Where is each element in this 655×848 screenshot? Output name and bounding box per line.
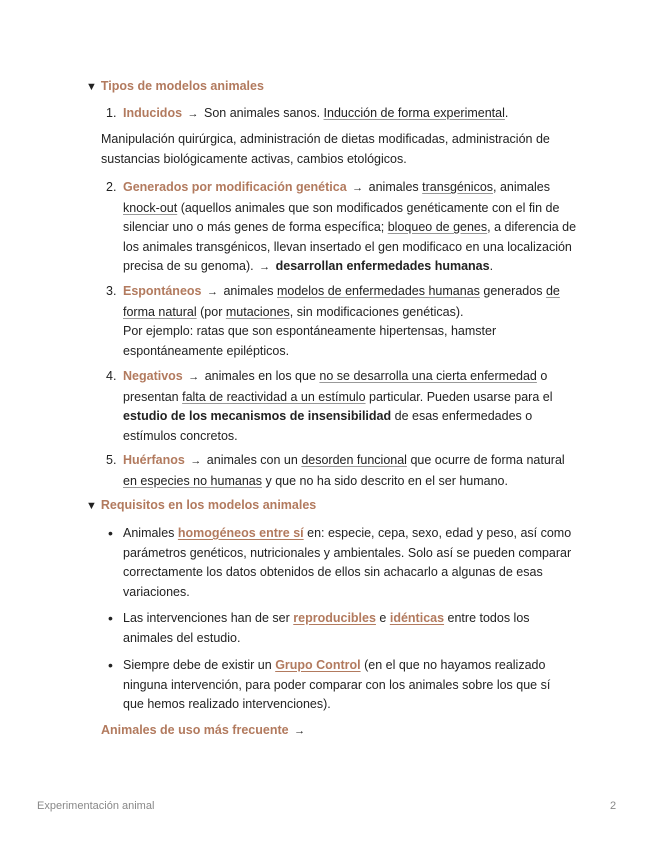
text: Por ejemplo: ratas que son espontáneamente hipertensas, hamster espontáneamente epilépticos. xyxy=(123,324,497,358)
inducidos-note: Manipulación quirúrgica, administración de dietas modificadas, administración de sustancias biológicamente activas, cambios etológicos. xyxy=(101,132,550,166)
list-item-espontaneos xyxy=(123,282,575,361)
underlined-text: falta de reactividad a un estímulo xyxy=(182,389,366,404)
item-number: 2. xyxy=(106,180,117,194)
animales-uso-heading-row[interactable] xyxy=(101,723,307,737)
text: entre todos los animales del estudio. xyxy=(123,611,530,645)
list-item-homogeneos xyxy=(123,524,573,602)
underlined-text: bloqueo de genes xyxy=(387,220,488,234)
underlined-text: mutaciones xyxy=(225,304,290,319)
item-title: Espontáneos xyxy=(123,284,202,298)
bold-text: estudio de los mecanismos de insensibilidad xyxy=(123,409,392,423)
tipos-toggle[interactable] xyxy=(86,79,264,93)
underlined-text: modelos de enfermedades humanas xyxy=(276,284,480,298)
arrow-right-icon: → xyxy=(188,371,200,383)
item-number: 4. xyxy=(106,369,117,383)
text: , sin modificaciones genéticas). xyxy=(289,304,464,319)
text: de esas enfermedades o estímulos concretos. xyxy=(123,409,533,443)
item-title: Generados por modificación genética xyxy=(123,180,347,194)
toggle-triangle-icon[interactable]: ▼ xyxy=(86,81,97,93)
underlined-text: Inducción de forma experimental xyxy=(323,106,505,120)
tipos-heading: Tipos de modelos animales xyxy=(100,79,264,93)
arrow-right-icon: → xyxy=(187,108,199,120)
text: animales en los que xyxy=(204,369,316,383)
text: (en el que no hayamos realizado ninguna intervención, para poder comparar con los animales sobre los que sí que hemos realizado intervenciones). xyxy=(123,658,551,711)
text: generados xyxy=(483,284,543,298)
bullet-icon: • xyxy=(108,525,113,541)
text: en: especie, cepa, sexo, edad y peso, así como parámetros genéticos, nutricionales y ambientales. Solo así se pueden comparar correctamente los datos obtenidos de ellos sin achacarlo a algunas de esas variaciones. xyxy=(123,526,572,599)
requisitos-heading: Requisitos en los modelos animales xyxy=(100,498,317,512)
underlined-text: desorden funcional xyxy=(301,453,407,467)
item-title: Inducidos xyxy=(123,106,183,120)
arrow-right-icon: → xyxy=(206,286,218,298)
arrow-right-icon: → xyxy=(294,725,306,737)
underlined-text: de forma natural xyxy=(123,284,560,319)
text: . xyxy=(489,259,494,273)
arrow-right-icon: → xyxy=(259,261,271,273)
text: y que no ha sido descrito en el ser humano. xyxy=(265,473,508,488)
text: Las intervenciones han de ser xyxy=(123,611,290,625)
underlined-text: knock-out xyxy=(123,200,178,215)
arrow-right-icon: → xyxy=(190,455,202,467)
text: (por xyxy=(200,304,223,319)
list-item-huerfanos xyxy=(123,451,581,491)
text: , a diferencia de los animales transgénicos, llevan insertado el gen modificaco en una localización precisa de su genoma). xyxy=(123,220,577,273)
text: Son animales sanos. xyxy=(204,106,321,120)
text: Siempre debe de existir un xyxy=(123,658,272,672)
page-number: 2 xyxy=(610,800,617,812)
text: . xyxy=(504,106,509,120)
accent-link-text: homogéneos entre sí xyxy=(177,526,304,540)
bullet-icon: • xyxy=(108,610,113,626)
accent-link-text: reproducibles xyxy=(293,611,376,625)
item-number: 1. xyxy=(106,106,117,120)
item-number: 3. xyxy=(106,284,117,298)
list-item-grupo-control xyxy=(123,656,573,715)
bullet-icon: • xyxy=(108,657,113,673)
list-item-reproducibles xyxy=(123,609,573,648)
list-item-inducidos xyxy=(123,104,573,125)
requisitos-toggle[interactable] xyxy=(86,498,316,512)
text: particular. Pueden usarse para el xyxy=(369,389,553,404)
text: que ocurre de forma natural xyxy=(410,453,565,467)
accent-link-text: Grupo Control xyxy=(275,658,361,672)
underlined-text: transgénicos xyxy=(422,180,494,194)
underlined-text: en especies no humanas xyxy=(123,473,262,488)
footer-title: Experimentación animal xyxy=(37,800,155,812)
item-title: Negativos xyxy=(123,369,183,383)
list-item-generados xyxy=(123,178,578,278)
list-item-negativos xyxy=(123,367,578,446)
toggle-triangle-icon[interactable]: ▼ xyxy=(86,500,97,512)
arrow-right-icon: → xyxy=(352,182,364,194)
item-number: 5. xyxy=(106,453,117,467)
bold-text: desarrollan enfermedades humanas xyxy=(275,259,490,273)
text: e xyxy=(379,611,387,625)
underlined-text: no se desarrolla una cierta enfermedad xyxy=(319,369,537,383)
text: , animales xyxy=(493,180,551,194)
animales-uso-heading: Animales de uso más frecuente xyxy=(101,723,289,737)
text: animales con un xyxy=(206,453,298,467)
text: Animales xyxy=(123,526,175,540)
accent-link-text: idénticas xyxy=(389,611,445,625)
text: (aquellos animales que son modificados genéticamente con el fin de silenciar uno o más genes de forma específica; xyxy=(123,200,560,234)
text: animales xyxy=(223,284,274,298)
text: animales xyxy=(368,180,419,194)
text: o presentan xyxy=(123,369,548,404)
item-title: Huérfanos xyxy=(123,453,185,467)
